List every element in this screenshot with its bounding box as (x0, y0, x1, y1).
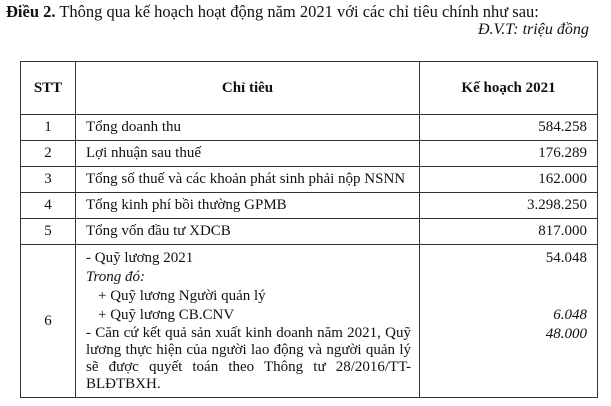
table-row (21, 115, 598, 141)
salary-fund-line: - Quỹ lương 2021 (86, 250, 194, 266)
row-value: 3.298.250 (420, 193, 598, 219)
row-stt: 6 (21, 245, 76, 398)
salary-fund-values (420, 245, 598, 398)
row-value: 584.258 (420, 115, 598, 141)
row-stt: 1 (21, 115, 76, 141)
table-row (21, 193, 598, 219)
salary-fund-details (76, 245, 420, 398)
row-stt: 4 (21, 193, 76, 219)
table-row (21, 141, 598, 167)
col-stt-header: STT (21, 62, 76, 115)
col-indicator-header: Chỉ tiêu (76, 62, 420, 115)
row-value: 176.289 (420, 141, 598, 167)
row-stt: 5 (21, 219, 76, 245)
row-value: 162.000 (420, 167, 598, 193)
row-indicator: Tổng số thuế và các khoản phát sinh phải nộp NSNN (76, 167, 420, 193)
staff-salary-line: + Quỹ lương CB.CNV (98, 307, 235, 323)
article-heading (6, 2, 539, 22)
plan-table (20, 61, 598, 398)
row-value: 817.000 (420, 219, 598, 245)
row-indicator: Tổng doanh thu (76, 115, 420, 141)
unit-label: Đ.V.T: triệu đồng (478, 21, 589, 38)
row-indicator: Tổng kinh phí bồi thường GPMB (76, 193, 420, 219)
table-row (21, 167, 598, 193)
article-label: Điều 2. (6, 2, 56, 21)
article-text: Thông qua kế hoạch hoạt động năm 2021 với các chỉ tiêu chính như sau: (55, 2, 539, 21)
salary-fund-note: - Căn cứ kết quả sản xuất kinh doanh năm 2021, Quỹ lương thực hiện của người lao động và người quản lý sẽ được quyết toán theo Thông tư 28/2016/TT-BLĐTBXH. (86, 325, 411, 392)
salary-fund-value: 54.048 (545, 250, 587, 266)
manager-salary-value: 6.048 (553, 307, 587, 323)
table-row-salary-fund (21, 245, 598, 398)
of-which-label: Trong đó: (86, 269, 146, 285)
table-row (21, 219, 598, 245)
staff-salary-value: 48.000 (545, 326, 587, 342)
manager-salary-line: + Quỹ lương Người quản lý (98, 288, 266, 304)
row-indicator: Tổng vốn đầu tư XDCB (76, 219, 420, 245)
row-indicator: Lợi nhuận sau thuế (76, 141, 420, 167)
row-stt: 2 (21, 141, 76, 167)
table-header-row (21, 62, 598, 115)
row-stt: 3 (21, 167, 76, 193)
col-plan-header: Kế hoạch 2021 (420, 62, 598, 115)
